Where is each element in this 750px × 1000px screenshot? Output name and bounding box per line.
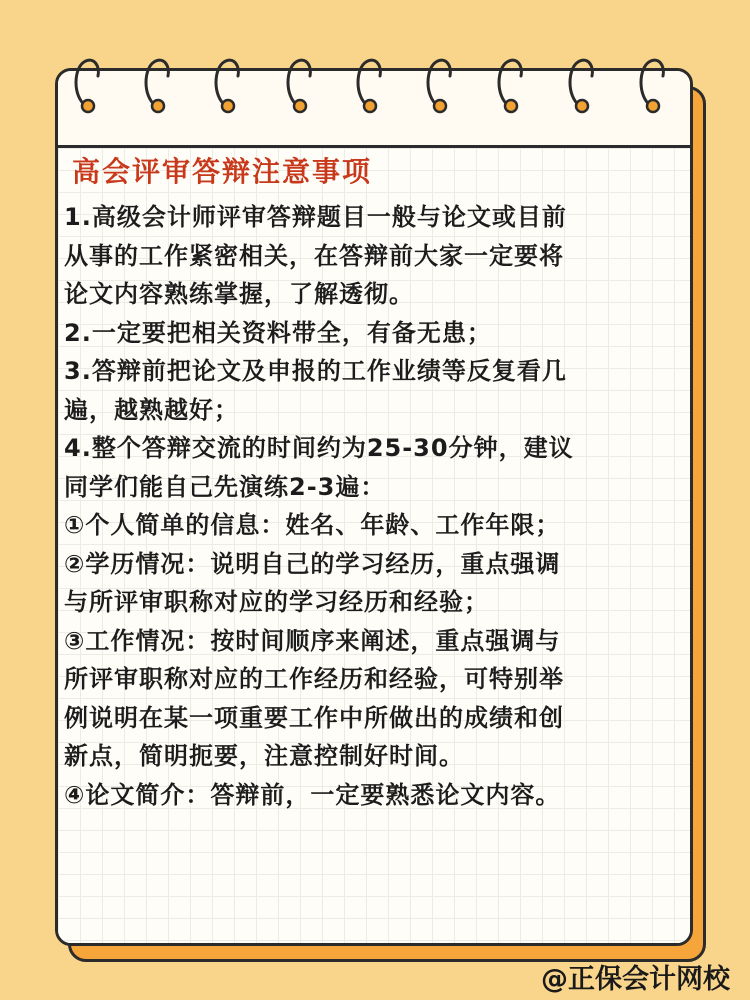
- text-line: ③工作情况：按时间顺序来阐述，重点强调与: [64, 626, 561, 655]
- text-line: 从事的工作紧密相关，在答辩前大家一定要将: [64, 241, 564, 270]
- notebook-header: [58, 71, 690, 148]
- text-line: 与所评审职称对应的学习经历和经验；: [64, 588, 489, 616]
- text-line: 遍，越熟越好；: [64, 395, 239, 424]
- text-line: ④论文简介：答辩前，一定要熟悉论文内容。: [64, 780, 561, 809]
- text-line: ①个人简单的信息：姓名、年龄、工作年限；: [64, 511, 561, 539]
- page-title: 高会评审答辩注意事项: [72, 155, 373, 188]
- text-line: 新点，简明扼要，注意控制好时间。: [64, 742, 464, 770]
- text-line: ②学历情况：说明自己的学习经历，重点强调: [64, 549, 561, 578]
- text-line: 同学们能自己先演练2-3遍：: [64, 472, 386, 501]
- text-line: 4.整个答辩交流的时间约为25-30分钟，建议: [64, 434, 574, 462]
- text-line: 2.一定要把相关资料带全，有备无患；: [64, 318, 492, 347]
- text-line: 例说明在某一项重要工作中所做出的成绩和创: [64, 703, 564, 732]
- text-line: 1.高级会计师评审答辩题目一般与论文或目前: [64, 203, 567, 231]
- text-line: 论文内容熟练掌握，了解透彻。: [64, 280, 414, 308]
- text-line: 所评审职称对应的工作经历和经验，可特别举: [64, 665, 564, 693]
- brand-watermark: @正保会计网校: [541, 964, 730, 995]
- notes-content: [64, 198, 684, 814]
- text-line: 3.答辩前把论文及申报的工作业绩等反复看几: [64, 357, 567, 385]
